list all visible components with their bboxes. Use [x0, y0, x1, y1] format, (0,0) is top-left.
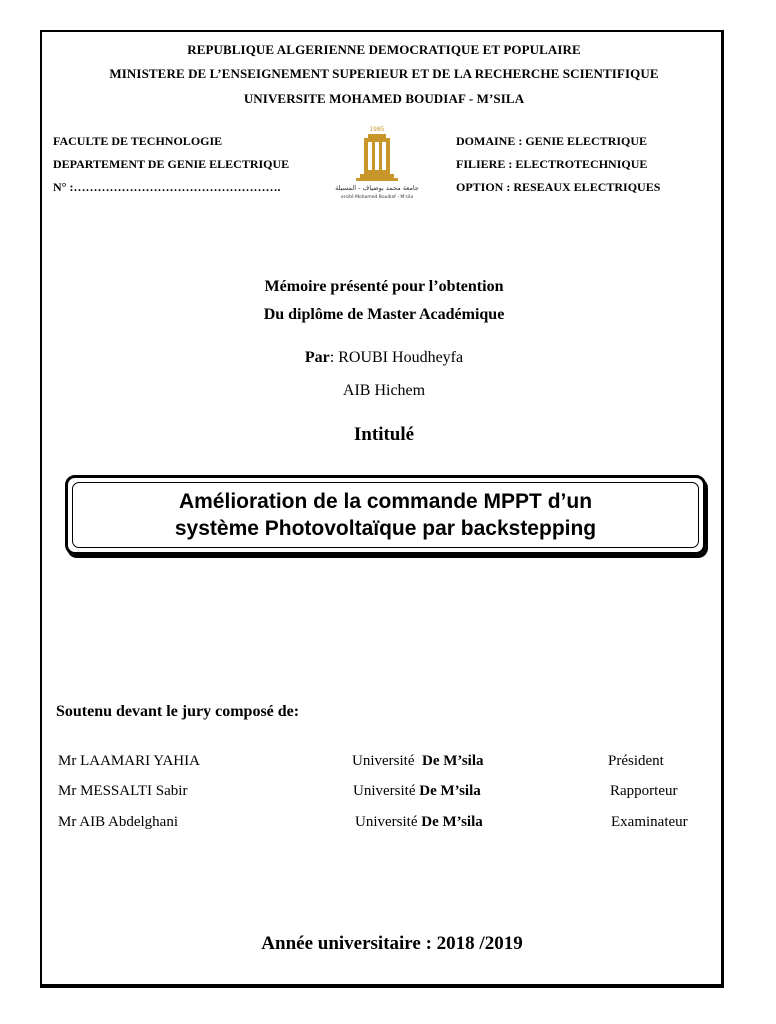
jury-member-university: [353, 783, 481, 800]
number-label: N° :…………………………………………….: [53, 180, 281, 194]
jury-member-name: Mr MESSALTI Sabir: [58, 783, 188, 799]
faculty-label: FACULTE DE TECHNOLOGIE: [53, 134, 223, 148]
domain-label: DOMAINE : GENIE ELECTRIQUE: [456, 134, 648, 148]
intitule-label: Intitulé: [353, 424, 415, 445]
university-heading: UNIVERSITE MOHAMED BOUDIAF - M’SILA: [243, 91, 525, 106]
jury-heading: Soutenu devant le jury composé de:: [56, 703, 300, 720]
republic-heading: REPUBLIQUE ALGERIENNE DEMOCRATIQUE ET POPULAIRE: [187, 42, 581, 57]
memoire-line-1: Mémoire présenté pour l’obtention: [264, 278, 504, 295]
logo-caption: ersité Mohamed Boudiaf - M'sila: [340, 195, 414, 200]
ministry-heading: MINISTERE DE L’ENSEIGNEMENT SUPERIEUR ET DE LA RECHERCHE SCIENTIFIQUE: [109, 66, 659, 81]
jury-member-university: [355, 814, 483, 831]
jury-member-role: Président: [608, 753, 664, 769]
author-line-1: [0, 349, 768, 367]
university-logo: [335, 124, 419, 200]
university-logo-icon: [335, 124, 419, 200]
memoire-line-2: Du diplôme de Master Académique: [263, 306, 505, 323]
jury-member-name: Mr LAAMARI YAHIA: [58, 753, 200, 769]
university-name: De M’sila: [421, 753, 484, 769]
university-prefix: Université: [353, 783, 416, 799]
department-label: DEPARTEMENT DE GENIE ELECTRIQUE: [53, 157, 290, 171]
university-name: De M’sila: [421, 814, 483, 830]
jury-member-role: Examinateur: [611, 814, 688, 830]
par-label: Par: [304, 349, 330, 366]
jury-member-role: Rapporteur: [610, 783, 678, 799]
author-2: AIB Hichem: [342, 382, 426, 399]
thesis-title-line-1: Amélioration de la commande MPPT d’un: [178, 490, 593, 513]
university-prefix: Université: [355, 814, 418, 830]
logo-arabic: جامعة محمد بوضياف - المسيلة: [335, 184, 419, 192]
thesis-title-line-2: système Photovoltaïque par backstepping: [174, 517, 597, 540]
option-label: OPTION : RESEAUX ELECTRIQUES: [456, 180, 661, 194]
logo-year: 1985: [369, 126, 385, 133]
university-prefix: Université: [352, 753, 415, 769]
university-name: De M’sila: [419, 783, 481, 799]
thesis-title-box: [65, 475, 706, 555]
jury-member-university: [352, 753, 484, 770]
filiere-label: FILIERE : ELECTROTECHNIQUE: [456, 157, 648, 171]
academic-year: Année universitaire : 2018 /2019: [261, 933, 523, 954]
author-1: : ROUBI Houdheyfa: [329, 349, 464, 366]
jury-member-name: Mr AIB Abdelghani: [58, 814, 178, 830]
